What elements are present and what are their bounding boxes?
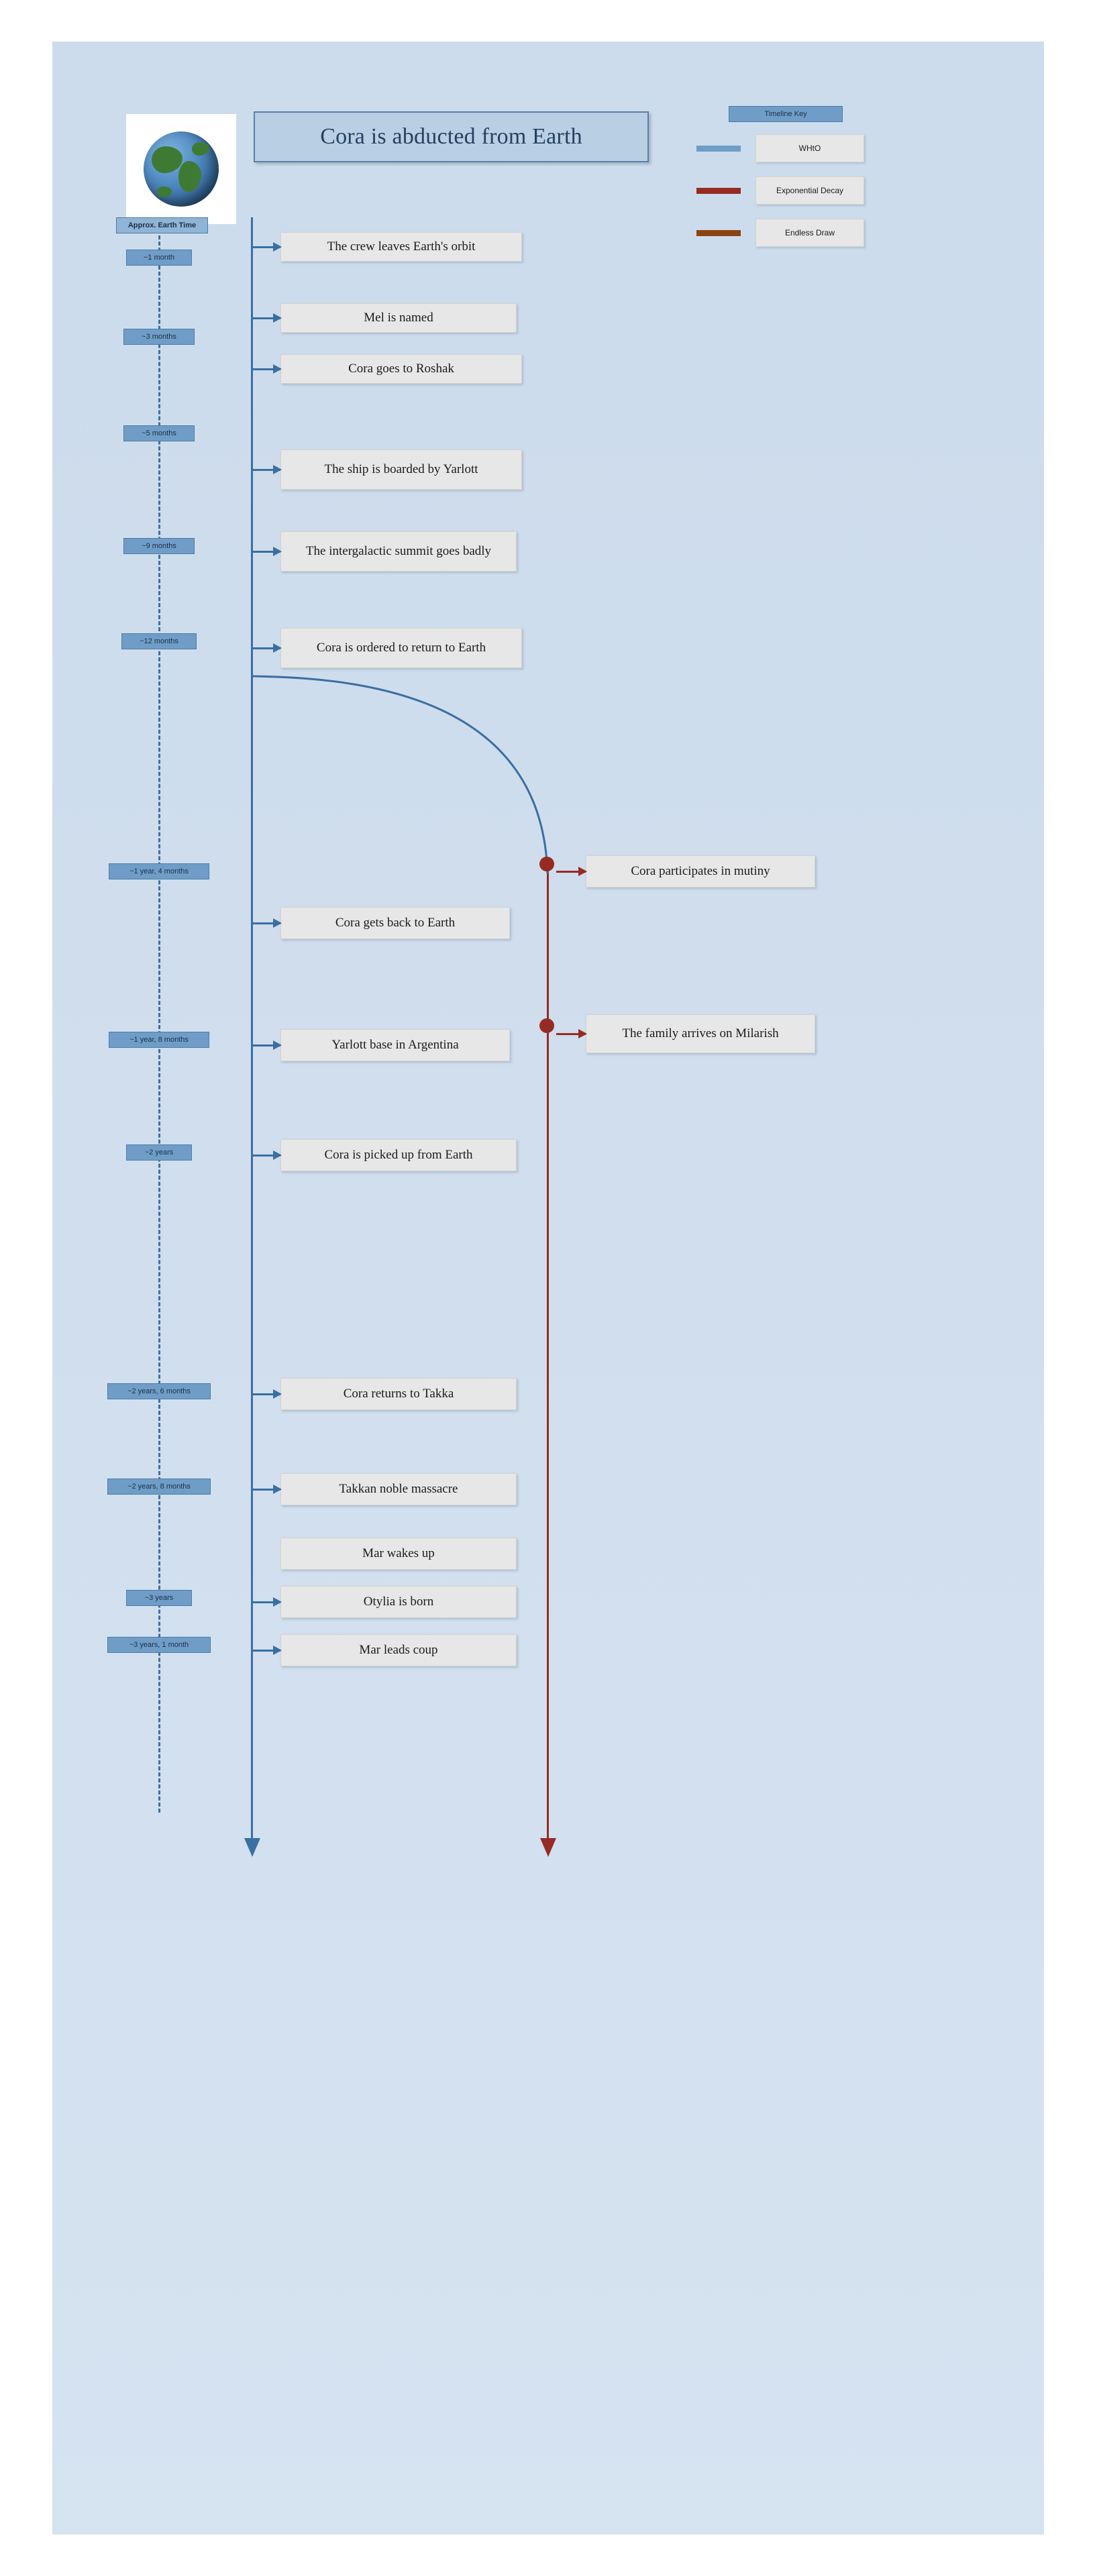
event-node-dot [539, 1018, 554, 1033]
event-row [251, 232, 522, 262]
legend-swatch-endless-draw [696, 230, 741, 236]
date-chip: ~3 years, 1 month [107, 1637, 211, 1653]
event-box[interactable]: Cora goes to Roshak [280, 354, 522, 384]
event-connector [251, 1489, 280, 1491]
event-row [547, 855, 815, 888]
date-chip: ~12 months [121, 633, 197, 649]
date-chip: ~3 years [126, 1590, 192, 1606]
legend-label-endless-draw: Endless Draw [755, 219, 864, 247]
legend-label-whto: WHtO [755, 134, 864, 162]
timeline-canvas [52, 42, 1044, 2534]
timeline-legend [696, 106, 864, 261]
event-connector [251, 368, 280, 370]
event-box[interactable]: Mar leads coup [280, 1634, 517, 1666]
event-box[interactable]: Cora is picked up from Earth [280, 1139, 517, 1171]
legend-item-endless-draw [696, 219, 864, 247]
earth-globe-icon [144, 131, 219, 207]
earth-image [126, 114, 236, 224]
event-connector [251, 469, 280, 471]
event-connector [251, 1044, 280, 1046]
date-chip: ~5 months [123, 425, 195, 441]
event-box[interactable]: The ship is boarded by Yarlott [280, 449, 522, 490]
event-box[interactable]: Cora gets back to Earth [280, 907, 510, 939]
event-connector [251, 246, 280, 248]
event-row [251, 1473, 517, 1505]
event-row [280, 1538, 517, 1570]
event-row [251, 1586, 517, 1618]
event-connector [251, 647, 280, 649]
event-row [251, 1139, 517, 1171]
event-row [547, 1014, 815, 1053]
event-connector [251, 317, 280, 319]
event-box[interactable]: Otylia is born [280, 1586, 517, 1618]
event-node-dot [539, 857, 554, 871]
event-connector [251, 551, 280, 553]
event-box[interactable]: Mar wakes up [280, 1538, 517, 1570]
legend-swatch-exponential-decay [696, 188, 741, 194]
date-chip: ~1 year, 4 months [109, 863, 209, 879]
legend-label-exponential-decay: Exponential Decay [755, 176, 864, 205]
event-box[interactable]: The crew leaves Earth's orbit [280, 232, 522, 262]
event-row [251, 1378, 517, 1410]
event-box[interactable]: Cora is ordered to return to Earth [280, 628, 522, 668]
event-connector [556, 871, 586, 873]
event-row [251, 303, 517, 333]
date-chip: ~2 years, 8 months [107, 1479, 211, 1495]
legend-title: Timeline Key [729, 106, 843, 122]
event-connector [556, 1033, 586, 1035]
timeline-title-banner [254, 111, 649, 162]
event-row [251, 628, 522, 668]
event-box[interactable]: The intergalactic summit goes badly [280, 531, 517, 572]
date-chip: ~1 year, 8 months [109, 1032, 209, 1048]
event-box[interactable]: The family arrives on Milarish [586, 1014, 815, 1053]
event-box[interactable]: Cora participates in mutiny [586, 855, 815, 888]
date-chip: ~3 months [123, 329, 195, 345]
event-connector [251, 1650, 280, 1652]
earth-time-axis [158, 229, 160, 1813]
page-title: Cora is abducted from Earth [320, 124, 582, 149]
lifeline-exponential-decay-arrow-icon [540, 1838, 556, 1857]
event-row [251, 531, 517, 572]
date-chip: ~2 years, 6 months [107, 1383, 211, 1399]
branch-curve [247, 672, 562, 880]
event-connector [251, 922, 280, 924]
event-row [251, 449, 522, 490]
date-chip: ~9 months [123, 538, 195, 554]
event-box[interactable]: Mel is named [280, 303, 517, 333]
lifeline-whto-arrow-icon [244, 1838, 260, 1857]
event-box[interactable]: Yarlott base in Argentina [280, 1029, 510, 1061]
event-row [251, 1634, 517, 1666]
event-row [251, 354, 522, 384]
event-box[interactable]: Cora returns to Takka [280, 1378, 517, 1410]
event-box[interactable]: Takkan noble massacre [280, 1473, 517, 1505]
date-chip: ~1 month [126, 250, 192, 266]
event-connector [251, 1601, 280, 1603]
event-connector [251, 1155, 280, 1157]
event-row [251, 1029, 510, 1061]
date-chip: ~2 years [126, 1144, 192, 1161]
lifeline-exponential-decay [547, 861, 549, 1842]
legend-item-exponential-decay [696, 176, 864, 205]
legend-swatch-whto [696, 146, 741, 152]
event-row [251, 907, 510, 939]
event-connector [251, 1393, 280, 1395]
axis-header-chip: Approx. Earth Time [116, 217, 208, 233]
legend-item-whto [696, 134, 864, 162]
